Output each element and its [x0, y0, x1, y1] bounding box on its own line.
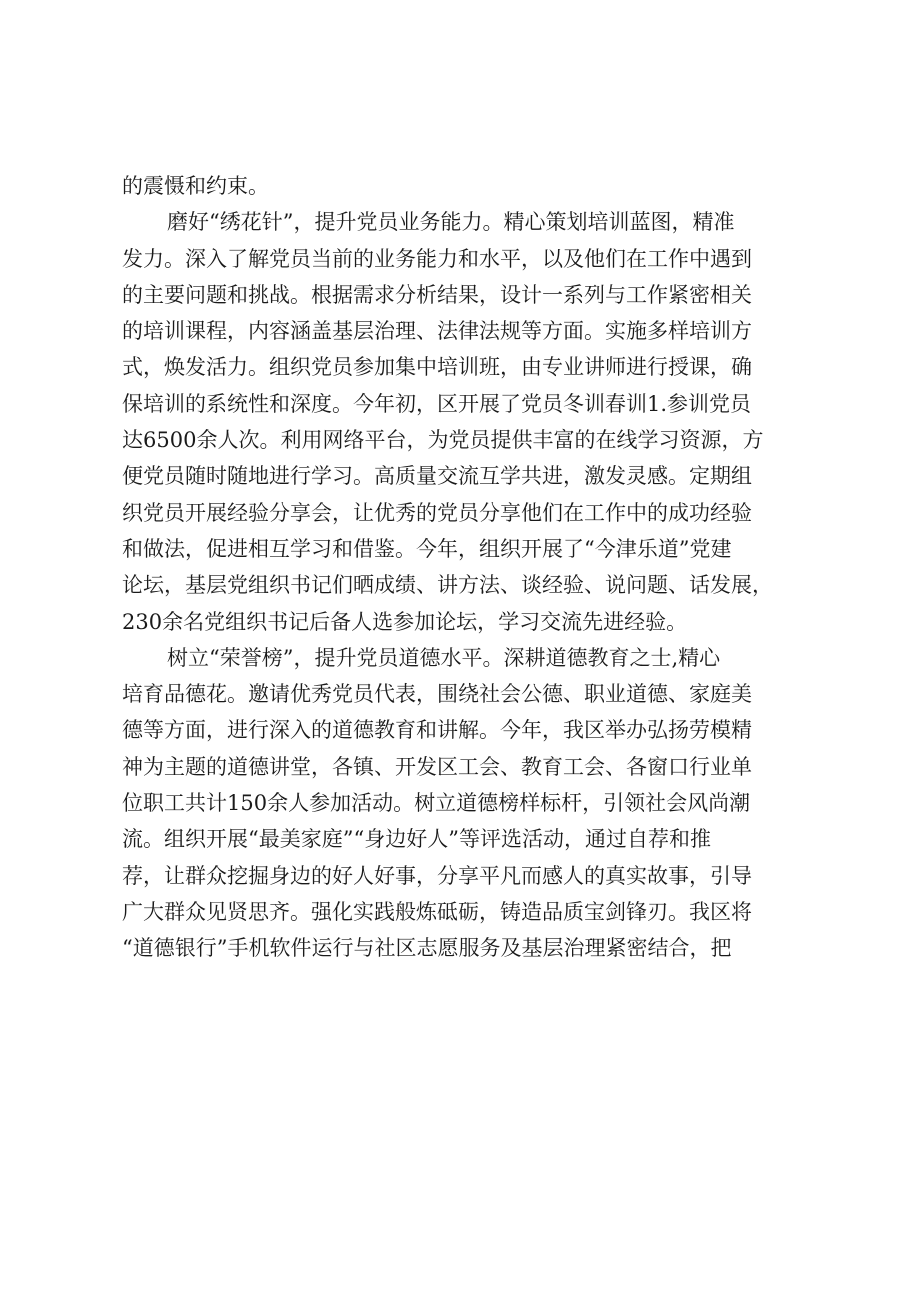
text-line: 的震慑和约束。	[122, 174, 269, 198]
text-line: 位职工共计150余人参加活动。树立道德榜样标杆，引领社会风尚潮	[122, 791, 751, 816]
text-line: 神为主题的道德讲堂，各镇、开发区工会、教育工会、各窗口行业单	[122, 754, 752, 779]
document-body	[122, 168, 812, 967]
text-line: “道德银行”手机软件运行与社区志愿服务及基层治理紧密结合，把	[122, 936, 732, 961]
text-line: 树立“荣誉榜”，提升党员道德水平。深耕道德教育之士,精心	[167, 645, 721, 670]
text-line: 荐，让群众挖掘身边的好人好事，分享平凡而感人的真实故事，引导	[122, 863, 752, 888]
text-line: 德等方面，进行深入的道德教育和讲解。今年，我区举办弘扬劳模精	[122, 718, 752, 743]
text-line: 织党员开展经验分享会，让优秀的党员分享他们在工作中的成功经验	[122, 500, 752, 525]
text-line: 保培训的系统性和深度。今年初，区开展了党员冬训春训1.参训党员	[122, 391, 752, 416]
text-line: 230余名党组织书记后备人选参加论坛，学习交流先进经验。	[122, 609, 688, 634]
text-line: 便党员随时随地进行学习。高质量交流互学共进，激发灵感。定期组	[122, 464, 752, 489]
text-line: 达6500余人次。利用网络平台，为党员提供丰富的在线学习资源，方	[122, 428, 764, 453]
text-line: 培育品德花。邀请优秀党员代表，围绕社会公德、职业道德、家庭美	[122, 682, 752, 707]
text-line: 和做法，促进相互学习和借鉴。今年，组织开展了“今津乐道”党建	[122, 536, 732, 561]
text-line: 发力。深入了解党员当前的业务能力和水平，以及他们在工作中遇到	[122, 246, 752, 271]
text-line: 广大群众见贤思齐。强化实践般炼砥砺，铸造品质宝剑锋刃。我区将	[122, 899, 752, 924]
text-line: 流。组织开展“最美家庭”“身边好人”等评选活动，通过自荐和推	[122, 827, 711, 852]
text-line: 磨好“绣花针”，提升党员业务能力。精心策划培训蓝图，精准	[167, 210, 735, 235]
text-line: 式，焕发活力。组织党员参加集中培训班，由专业讲师进行授课，确	[122, 355, 752, 380]
text-line: 的主要问题和挑战。根据需求分析结果，设计一系列与工作紧密相关	[122, 282, 752, 307]
text-line: 的培训课程，内容涵盖基层治理、法律法规等方面。实施多样培训方	[122, 319, 752, 344]
text-line: 论坛，基层党组织书记们晒成绩、讲方法、谈经验、说问题、话发展，	[122, 573, 773, 598]
